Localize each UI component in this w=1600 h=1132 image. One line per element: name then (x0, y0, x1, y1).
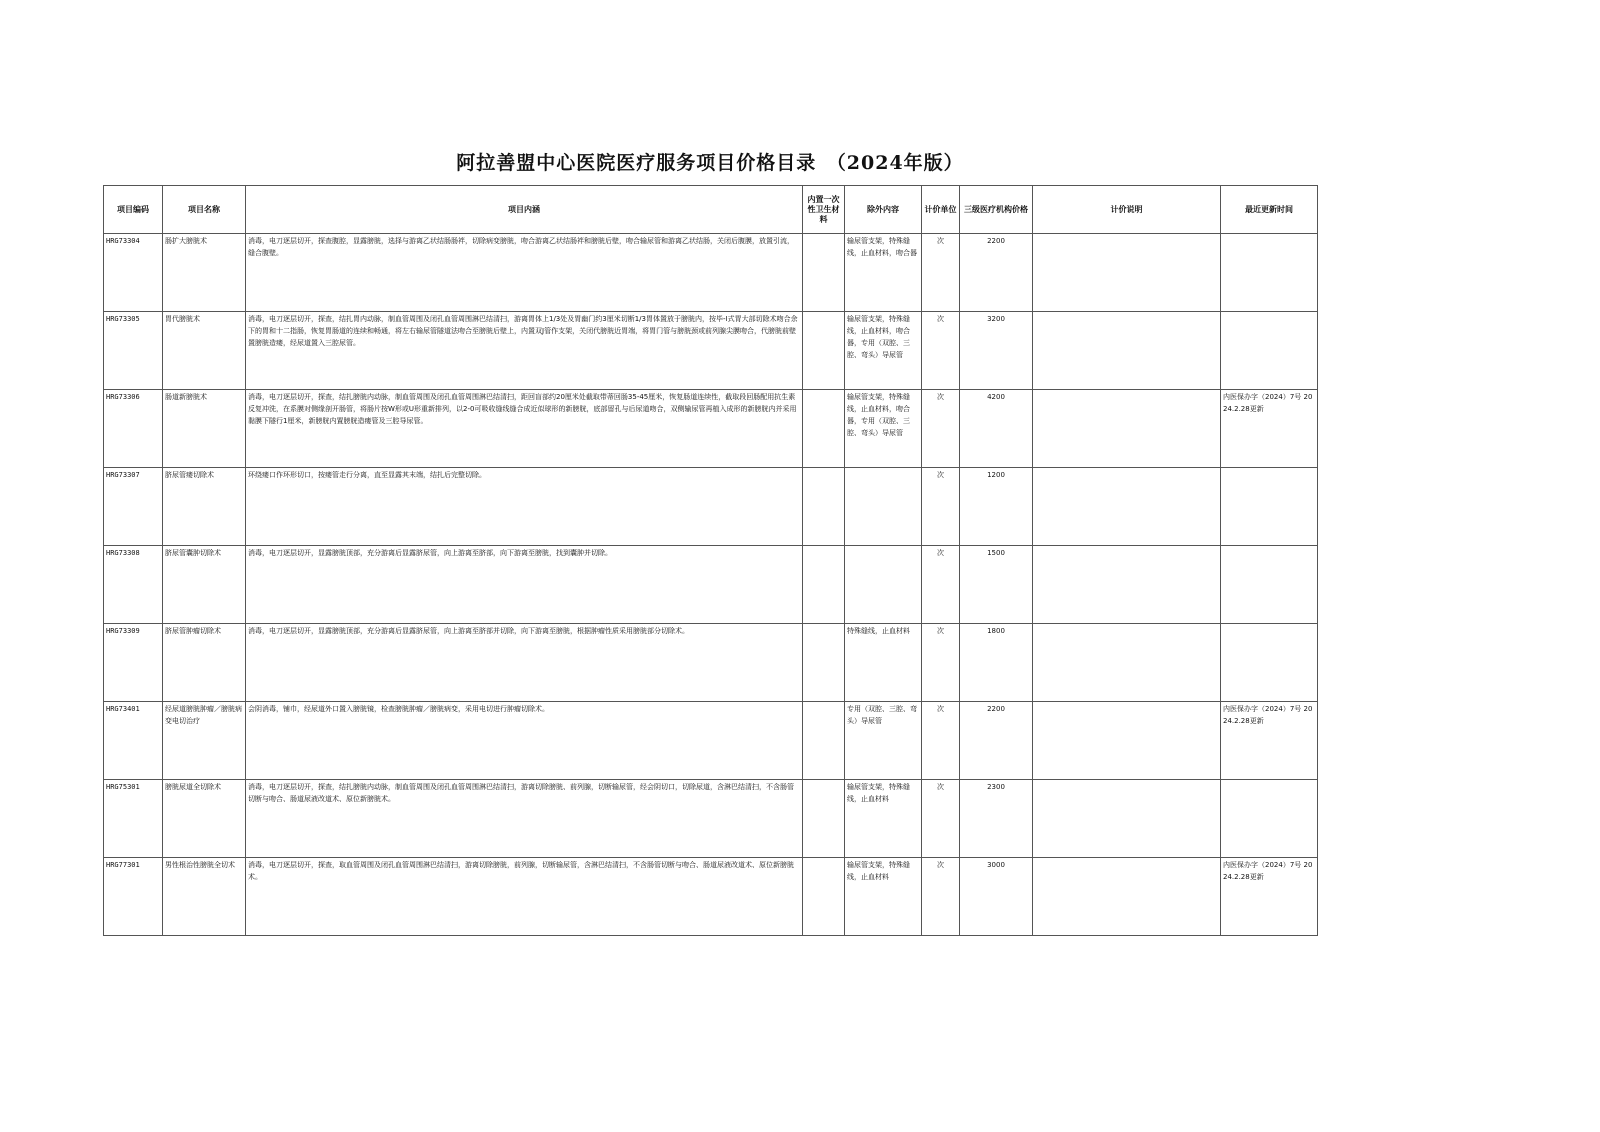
cell-name: 膀胱尿道全切除术 (163, 780, 246, 858)
cell-note (1033, 702, 1221, 780)
cell-updated (1221, 546, 1318, 624)
header-note: 计价说明 (1033, 186, 1221, 234)
cell-material (803, 702, 845, 780)
cell-price: 3000 (960, 858, 1033, 936)
cell-excluded: 输尿管支架，特殊缝线，止血材料 (845, 858, 922, 936)
table-row (104, 780, 1318, 858)
cell-excluded: 输尿管支架，特殊缝线，止血材料，吻合器，专用（双腔、三腔、弯头）导尿管 (845, 312, 922, 390)
cell-code: HRG73308 (104, 546, 163, 624)
cell-material (803, 546, 845, 624)
table-row (104, 234, 1318, 312)
cell-price: 3200 (960, 312, 1033, 390)
table-header-row (104, 186, 1318, 234)
cell-name: 胃代膀胱术 (163, 312, 246, 390)
table-row (104, 468, 1318, 546)
cell-code: HRG73401 (104, 702, 163, 780)
table-row (104, 546, 1318, 624)
cell-excluded: 专用（双腔、三腔、弯头）导尿管 (845, 702, 922, 780)
cell-name: 脐尿管肿瘤切除术 (163, 624, 246, 702)
cell-code: HRG73309 (104, 624, 163, 702)
cell-content: 消毒，电刀逐层切开，显露膀胱顶部，充分游离后显露脐尿管，向上游离至脐部并切除，向下游离至膀胱，根据肿瘤性质采用膀胱部分切除术。 (246, 624, 803, 702)
cell-unit: 次 (922, 702, 960, 780)
cell-material (803, 858, 845, 936)
cell-code: HRG73306 (104, 390, 163, 468)
cell-excluded (845, 546, 922, 624)
cell-content: 消毒，电刀逐层切开，显露膀胱顶部，充分游离后显露脐尿管，向上游离至脐部，向下游离至膀胱，找到囊肿并切除。 (246, 546, 803, 624)
cell-content: 消毒，电刀逐层切开，探查，取血管周围及闭孔血管周围淋巴结清扫，游离切除膀胱，前列腺，切断输尿管，含淋巴结清扫，不含肠管切断与吻合、肠道尿液改道术、原位新膀胱术。 (246, 858, 803, 936)
cell-unit: 次 (922, 624, 960, 702)
cell-note (1033, 468, 1221, 546)
cell-content: 消毒，电刀逐层切开，探查，结扎胃内动脉，制血管周围及闭孔血管周围淋巴结清扫，游离胃体上1/3处及胃幽门约3厘米切断1/3胃体置放于膀胱内，按毕-I式胃大部切除术吻合余下的胃和十二指肠，恢复胃肠道的连续和畅通，将左右输尿管隧道法吻合至膀胱后壁上，内置双J管作支架，关闭代膀胱近胃端，将胃门管与膀胱颈或前列腺尖膜吻合，代膀胱前壁置膀胱造瘘，经尿道置入三腔尿管。 (246, 312, 803, 390)
cell-updated (1221, 312, 1318, 390)
cell-updated (1221, 234, 1318, 312)
header-content: 项目内涵 (246, 186, 803, 234)
cell-note (1033, 780, 1221, 858)
cell-note (1033, 858, 1221, 936)
cell-price: 2300 (960, 780, 1033, 858)
cell-unit: 次 (922, 468, 960, 546)
cell-code: HRG77301 (104, 858, 163, 936)
cell-note (1033, 234, 1221, 312)
cell-content: 消毒，电刀逐层切开，探查腹腔，显露膀胱，选择与游离乙状结肠肠袢，切除病变膀胱，吻合游离乙状结肠袢和膀胱后壁，吻合输尿管和游离乙状结肠，关闭后腹膜，放置引流，缝合腹壁。 (246, 234, 803, 312)
cell-name: 男性根治性膀胱全切术 (163, 858, 246, 936)
cell-name: 脐尿管瘘切除术 (163, 468, 246, 546)
cell-code: HRG73305 (104, 312, 163, 390)
header-code: 项目编码 (104, 186, 163, 234)
header-material: 内置一次性卫生材料 (803, 186, 845, 234)
cell-updated (1221, 624, 1318, 702)
cell-note (1033, 390, 1221, 468)
cell-unit: 次 (922, 312, 960, 390)
table-row (104, 312, 1318, 390)
cell-material (803, 234, 845, 312)
table-row (104, 624, 1318, 702)
cell-unit: 次 (922, 234, 960, 312)
cell-price: 1200 (960, 468, 1033, 546)
cell-note (1033, 624, 1221, 702)
cell-code: HRG73304 (104, 234, 163, 312)
cell-code: HRG73307 (104, 468, 163, 546)
cell-updated: 内医保办字（2024）7号 2024.2.28更新 (1221, 390, 1318, 468)
cell-material (803, 624, 845, 702)
cell-price: 2200 (960, 702, 1033, 780)
cell-price: 4200 (960, 390, 1033, 468)
cell-unit: 次 (922, 390, 960, 468)
cell-price: 1800 (960, 624, 1033, 702)
cell-code: HRG75301 (104, 780, 163, 858)
cell-excluded: 特殊缝线，止血材料 (845, 624, 922, 702)
cell-note (1033, 312, 1221, 390)
cell-name: 脐尿管囊肿切除术 (163, 546, 246, 624)
cell-updated: 内医保办字（2024）7号 2024.2.28更新 (1221, 702, 1318, 780)
price-table (103, 185, 1318, 936)
header-excluded: 除外内容 (845, 186, 922, 234)
table-row (104, 858, 1318, 936)
cell-content: 消毒，电刀逐层切开，探查，结扎膀胱内动脉，制血管周围及闭孔血管周围淋巴结清扫，游离切除膀胱、前列腺，切断输尿管，经会阴切口，切除尿道，含淋巴结清扫，不含肠管切断与吻合、肠道尿液改道术、原位新膀胱术。 (246, 780, 803, 858)
cell-note (1033, 546, 1221, 624)
header-price: 三级医疗机构价格 (960, 186, 1033, 234)
document-title: 阿拉善盟中心医院医疗服务项目价格目录 （2024年版） (456, 152, 964, 174)
header-unit: 计价单位 (922, 186, 960, 234)
cell-material (803, 312, 845, 390)
cell-price: 1500 (960, 546, 1033, 624)
cell-price: 2200 (960, 234, 1033, 312)
table-row (104, 390, 1318, 468)
cell-excluded: 输尿管支架，特殊缝线，止血材料，吻合器，专用（双腔、三腔、弯头）导尿管 (845, 390, 922, 468)
cell-content: 消毒，电刀逐层切开，探查，结扎膀胱内动脉，制血管周围及闭孔血管周围淋巴结清扫，距回盲部约20厘米处截取带蒂回肠35-45厘米，恢复肠道连续性，截取段回肠配用抗生素反复冲洗，在系膜对侧缘剖开肠管，将肠片按W形或U形重新排列，以2-0可吸收缝线缝合成近似球形的新膀胱，底部留孔与后尿道吻合，双侧输尿管再植入成形的新膀胱内并采用黏膜下隧行1厘米，新膀胱内置膀胱造瘘管及三腔导尿管。 (246, 390, 803, 468)
cell-content: 会阴消毒，铺巾，经尿道外口置入膀胱镜，检查膀胱肿瘤／膀胱病变，采用电切进行肿瘤切除术。 (246, 702, 803, 780)
cell-updated: 内医保办字（2024）7号 2024.2.28更新 (1221, 858, 1318, 936)
cell-name: 肠道新膀胱术 (163, 390, 246, 468)
cell-updated (1221, 468, 1318, 546)
cell-material (803, 390, 845, 468)
cell-material (803, 780, 845, 858)
table-row (104, 702, 1318, 780)
cell-name: 肠扩大膀胱术 (163, 234, 246, 312)
cell-material (803, 468, 845, 546)
cell-unit: 次 (922, 546, 960, 624)
cell-excluded: 输尿管支架，特殊缝线，止血材料 (845, 780, 922, 858)
header-name: 项目名称 (163, 186, 246, 234)
cell-excluded (845, 468, 922, 546)
cell-content: 环绕瘘口作环形切口，按瘘管走行分离，直至显露其末端，结扎后完整切除。 (246, 468, 803, 546)
cell-updated (1221, 780, 1318, 858)
header-updated: 最近更新时间 (1221, 186, 1318, 234)
cell-excluded: 输尿管支架，特殊缝线，止血材料，吻合器 (845, 234, 922, 312)
cell-name: 经尿道膀胱肿瘤／膀胱病变电切治疗 (163, 702, 246, 780)
cell-unit: 次 (922, 780, 960, 858)
cell-unit: 次 (922, 858, 960, 936)
